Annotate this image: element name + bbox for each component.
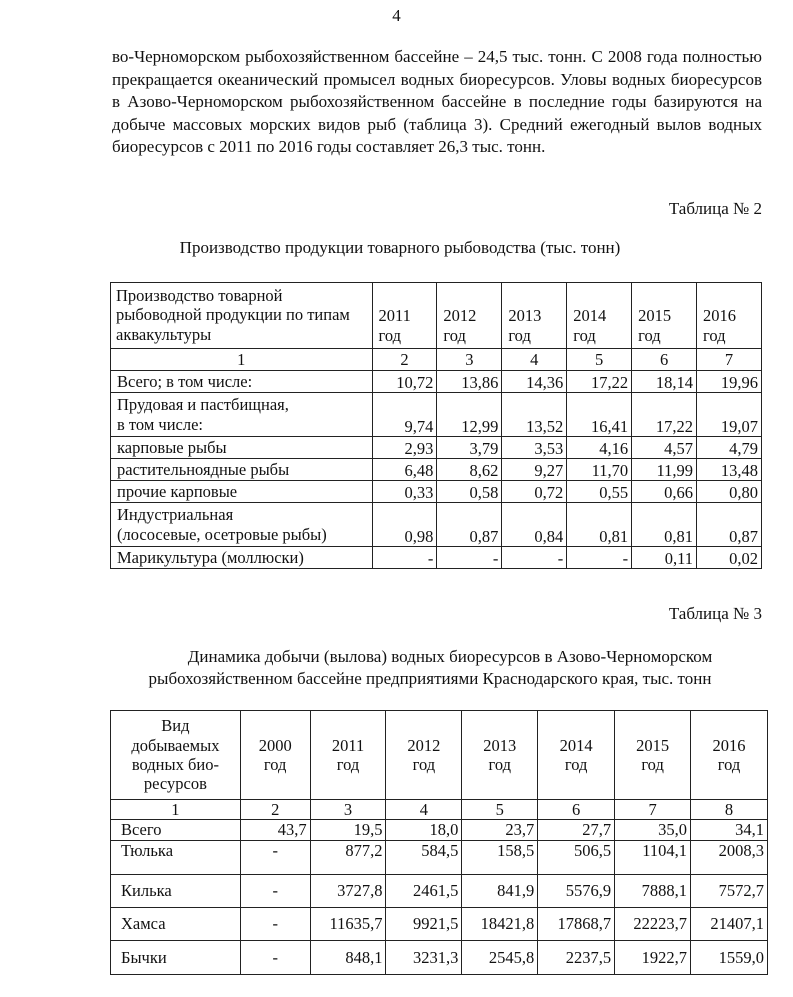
table2-header-year: 2015 год (632, 283, 697, 349)
table2-cell: 2,93 (372, 437, 437, 459)
table3-cell: 35,0 (615, 820, 691, 840)
table2-cell: 0,72 (502, 481, 567, 503)
table3-cell: 27,7 (538, 820, 615, 840)
table2-title: Производство продукции товарного рыбоводства (тыс. тонн) (179, 238, 621, 257)
table2-cell: 0,11 (632, 547, 697, 569)
table2-cell: 11,99 (632, 459, 697, 481)
table3-cell: - (240, 840, 310, 874)
table3-index-cell: 8 (691, 800, 768, 820)
table3-cell: 2545,8 (462, 940, 538, 974)
table2-index-cell: 4 (502, 349, 567, 371)
table2-cell: 4,79 (697, 437, 762, 459)
table2-row-label: растительноядные рыбы (111, 459, 373, 481)
table2-cell: 13,48 (697, 459, 762, 481)
table3-row-total (111, 820, 768, 840)
table3-cell: 7888,1 (615, 874, 691, 907)
table2-cell: 13,86 (437, 371, 502, 393)
table2-cell: 3,53 (502, 437, 567, 459)
table3-cell: - (240, 874, 310, 907)
table3-index-cell: 3 (310, 800, 386, 820)
table2-cell: 9,27 (502, 459, 567, 481)
table2-cell: 3,79 (437, 437, 502, 459)
table2-row-mariculture (111, 547, 762, 569)
table3-title (110, 646, 750, 690)
table2-cell: 16,41 (567, 393, 632, 437)
table3-cell: 17868,7 (538, 907, 615, 940)
table2-header-year: 2012 год (437, 283, 502, 349)
table3-cell: 584,5 (386, 840, 462, 874)
table2-caption: Таблица № 2 (668, 199, 762, 218)
table3-cell: 158,5 (462, 840, 538, 874)
table2-row-herbivorous (111, 459, 762, 481)
table3-cell: 18421,8 (462, 907, 538, 940)
table3-cell: 848,1 (310, 940, 386, 974)
table3-header-year: 2016 год (691, 711, 768, 800)
table3-index-cell: 2 (240, 800, 310, 820)
table2-cell: 0,87 (697, 503, 762, 547)
table3-header-year: 2015 год (615, 711, 691, 800)
table2-cell: 19,96 (697, 371, 762, 393)
table2-row-other-carp (111, 481, 762, 503)
table2-cell: 4,57 (632, 437, 697, 459)
table2-header-label: Производство товарной рыбоводной продукции по типам аквакультуры (111, 283, 373, 349)
table2-cell: 17,22 (567, 371, 632, 393)
table3-row-label: Тюлька (111, 840, 241, 874)
table2-row-pond (111, 393, 762, 437)
table3-cell: 9921,5 (386, 907, 462, 940)
table2-header-year: 2014 год (567, 283, 632, 349)
body-paragraph (112, 46, 762, 159)
table3-cell: 506,5 (538, 840, 615, 874)
table3-cell: 2008,3 (691, 840, 768, 874)
table2-row-label: Всего; в том числе: (111, 371, 373, 393)
table2-header-row (111, 283, 762, 349)
table3-cell: 34,1 (691, 820, 768, 840)
table3 (110, 710, 768, 975)
table3-header-label: Вид добываемых водных био- ресурсов (111, 711, 241, 800)
table2-header-year: 2016 год (697, 283, 762, 349)
table3-index-row (111, 800, 768, 820)
table3-title-line: Динамика добычи (вылова) водных биоресурсов в Азово-Черноморском (187, 647, 713, 666)
table3-cell: - (240, 907, 310, 940)
table2-cell: 4,16 (567, 437, 632, 459)
table3-row-label: Всего (111, 820, 241, 840)
table2-cell: 0,55 (567, 481, 632, 503)
table2-row-label: прочие карповые (111, 481, 373, 503)
table2-index-cell: 3 (437, 349, 502, 371)
table2-index-cell: 7 (697, 349, 762, 371)
table2-row-total (111, 371, 762, 393)
table2-cell: 0,58 (437, 481, 502, 503)
table3-cell: 2237,5 (538, 940, 615, 974)
table3-cell: 11635,7 (310, 907, 386, 940)
table2-row-label: Индустриальная (лососевые, осетровые рыбы) (111, 503, 373, 547)
table3-header-year: 2013 год (462, 711, 538, 800)
table3-cell: 21407,1 (691, 907, 768, 940)
table3-row-label: Бычки (111, 940, 241, 974)
table2-index-cell: 1 (111, 349, 373, 371)
table2-cell: - (567, 547, 632, 569)
table3-header-year: 2011 год (310, 711, 386, 800)
table2 (110, 282, 762, 569)
table2-cell: 0,66 (632, 481, 697, 503)
table2-cell: - (502, 547, 567, 569)
table3-cell: 19,5 (310, 820, 386, 840)
table2-cell: 18,14 (632, 371, 697, 393)
table2-index-cell: 2 (372, 349, 437, 371)
table3-row-kilka (111, 874, 768, 907)
table3-cell: 3727,8 (310, 874, 386, 907)
table3-cell: 1104,1 (615, 840, 691, 874)
table3-cell: 1559,0 (691, 940, 768, 974)
table2-cell: 0,87 (437, 503, 502, 547)
table2-header-year: 2011 год (372, 283, 437, 349)
table3-index-cell: 5 (462, 800, 538, 820)
table2-index-cell: 5 (567, 349, 632, 371)
table3-index-cell: 4 (386, 800, 462, 820)
table3-row-label: Килька (111, 874, 241, 907)
table2-cell: 17,22 (632, 393, 697, 437)
table2-row-label: карповые рыбы (111, 437, 373, 459)
table2-cell: 6,48 (372, 459, 437, 481)
table3-cell: 22223,7 (615, 907, 691, 940)
table3-cell: 43,7 (240, 820, 310, 840)
table3-index-cell: 7 (615, 800, 691, 820)
table3-header-row (111, 711, 768, 800)
table2-cell: 11,70 (567, 459, 632, 481)
table3-cell: - (240, 940, 310, 974)
table2-row-industrial (111, 503, 762, 547)
table3-cell: 2461,5 (386, 874, 462, 907)
page-number: 4 (392, 6, 401, 25)
table2-cell: 8,62 (437, 459, 502, 481)
table3-index-cell: 6 (538, 800, 615, 820)
table3-cell: 1922,7 (615, 940, 691, 974)
table2-row-label: Прудовая и пастбищная, в том числе: (111, 393, 373, 437)
table2-index-row (111, 349, 762, 371)
table3-header-year: 2012 год (386, 711, 462, 800)
table3-row-bychki (111, 940, 768, 974)
table2-cell: 0,84 (502, 503, 567, 547)
table2-cell: 0,81 (632, 503, 697, 547)
table3-header-year: 2000 год (240, 711, 310, 800)
table2-row-label: Марикультура (моллюски) (111, 547, 373, 569)
table3-caption: Таблица № 3 (668, 604, 762, 623)
table3-title-line: рыбохозяйственном бассейне предприятиями Краснодарского края, тыс. тонн (148, 669, 712, 688)
table2-cell: 9,74 (372, 393, 437, 437)
table2-cell: 0,02 (697, 547, 762, 569)
table3-header-year: 2014 год (538, 711, 615, 800)
table3-row-sprat-tyulka (111, 840, 768, 874)
table2-row-carp (111, 437, 762, 459)
table3-cell: 5576,9 (538, 874, 615, 907)
table3-cell: 23,7 (462, 820, 538, 840)
table2-index-cell: 6 (632, 349, 697, 371)
table2-cell: 0,80 (697, 481, 762, 503)
table2-cell: - (437, 547, 502, 569)
table2-cell: 0,98 (372, 503, 437, 547)
table3-cell: 18,0 (386, 820, 462, 840)
paragraph-text: во-Черноморском рыбохозяйственном бассейне – 24,5 тыс. тонн. С 2008 года полностью прекращается океанический промысел водных биоресурсов. Уловы водных биоресурсов в Азово-Черноморском рыбохозяйственном бассейне в последние годы базируются на добыче массовых морских видов рыб (таблица 3). Средний ежегодный вылов водных биоресурсов с 2011 по 2016 годы составляет 26,3 тыс. тонн. (112, 47, 762, 157)
table2-cell: - (372, 547, 437, 569)
table2-header-year: 2013 год (502, 283, 567, 349)
table3-cell: 877,2 (310, 840, 386, 874)
table2-cell: 0,81 (567, 503, 632, 547)
table3-cell: 3231,3 (386, 940, 462, 974)
table2-cell: 12,99 (437, 393, 502, 437)
table2-cell: 13,52 (502, 393, 567, 437)
table3-cell: 7572,7 (691, 874, 768, 907)
table3-cell: 841,9 (462, 874, 538, 907)
table2-cell: 0,33 (372, 481, 437, 503)
table2-cell: 14,36 (502, 371, 567, 393)
table3-row-label: Хамса (111, 907, 241, 940)
table3-index-cell: 1 (111, 800, 241, 820)
table3-row-hamsa (111, 907, 768, 940)
table2-cell: 10,72 (372, 371, 437, 393)
table2-cell: 19,07 (697, 393, 762, 437)
